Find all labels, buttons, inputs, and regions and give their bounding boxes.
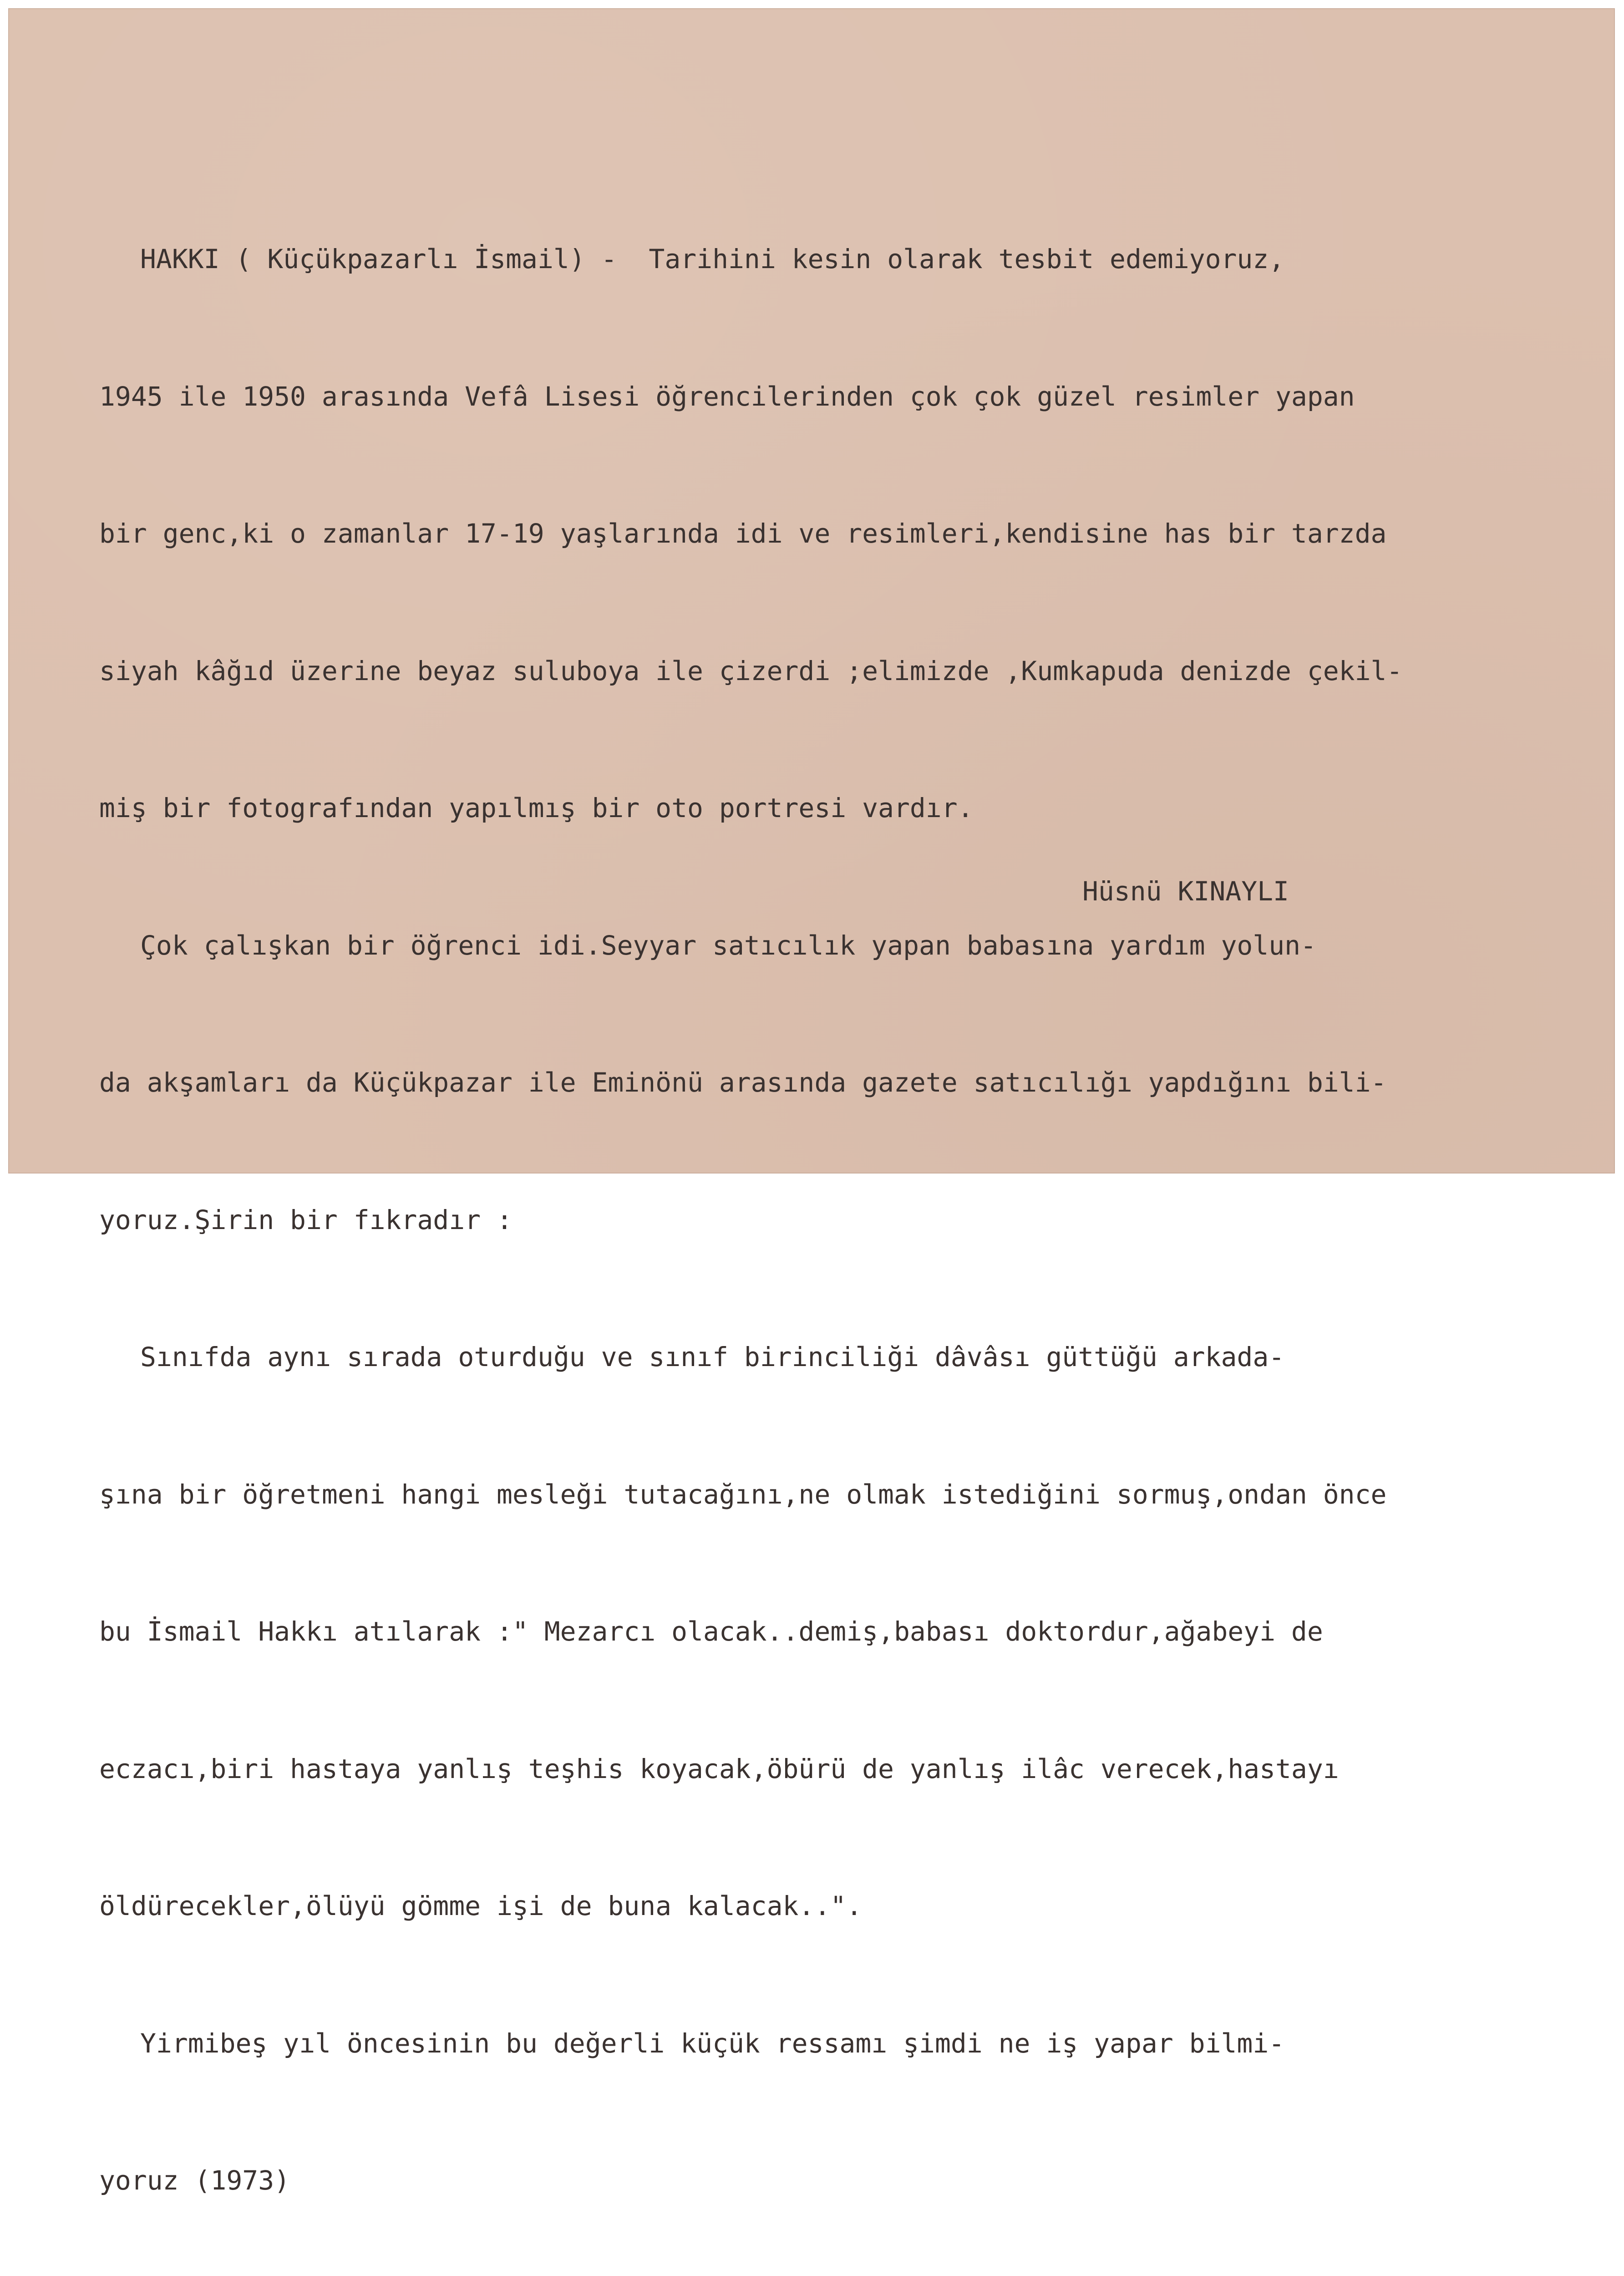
text-line: bir genc,ki o zamanlar 17-19 yaşlarında idi ve resimleri,kendisine has bir tarzda [99, 518, 1387, 549]
text-line: 1945 ile 1950 arasında Vefâ Lisesi öğrencilerinden çok çok güzel resimler yapan [99, 381, 1355, 412]
text-line: yoruz.Şirin bir fıkradır : [99, 1204, 513, 1235]
text-line: Yirmibeş yıl öncesinin bu değerli küçük ressamı şimdi ne iş yapar bilmi- [140, 2027, 1285, 2059]
text-line: öldürecekler,ölüyü gömme işi de buna kalacak..". [99, 1890, 863, 1921]
text-line: miş bir fotografından yapılmış bir oto portresi vardır. [99, 793, 974, 823]
text-line: Çok çalışkan bir öğrenci idi.Seyyar satıcılık yapan babasına yardım yolun- [140, 930, 1317, 961]
text-line: yoruz (1973) [99, 2165, 290, 2196]
text-line: siyah kâğıd üzerine beyaz suluboya ile çizerdi ;elimizde ,Kumkapuda denizde çekil- [99, 655, 1403, 686]
text-line: HAKKI ( Küçükpazarlı İsmail) - Tarihini kesin olarak tesbit edemiyoruz, [140, 244, 1285, 274]
text-line: Sınıfda aynı sırada oturduğu ve sınıf birinciliği dâvâsı güttüğü arkada- [140, 1341, 1285, 1372]
typed-page [8, 8, 1615, 2196]
text-line: da akşamları da Küçükpazar ile Eminönü arasında gazete satıcılığı yapdığını bili- [99, 1067, 1387, 1098]
signature: Hüsnü KINAYLI [1082, 876, 1289, 907]
text-line: şına bir öğretmeni hangi mesleği tutacağını,ne olmak istediğini sormuş,ondan önce [99, 1478, 1387, 1510]
text-line: bu İsmail Hakkı atılarak :" Mezarcı olacak..demiş,babası doktordur,ağabeyi de [99, 1616, 1323, 1647]
text-line: eczacı,biri hastaya yanlış teşhis koyacak,öbürü de yanlış ilâc verecek,hastayı [99, 1753, 1339, 1784]
body-text [8, 145, 1615, 2276]
